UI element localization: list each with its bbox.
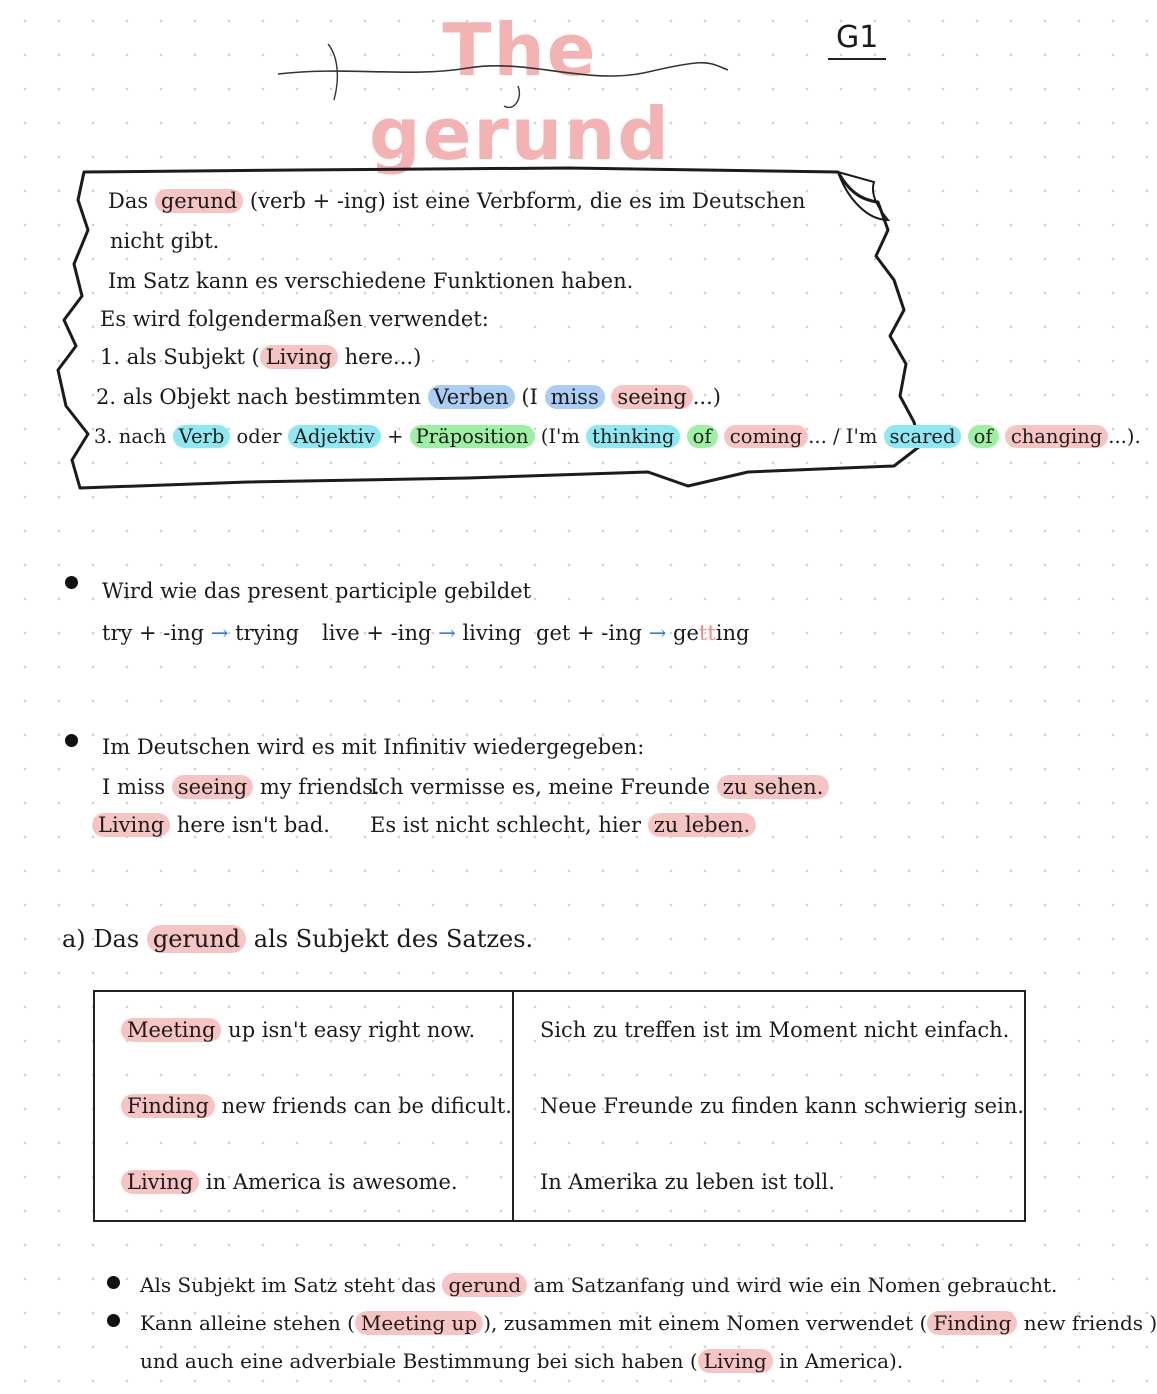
formation-base: try + -ing — [102, 621, 205, 645]
section-a-heading — [62, 924, 533, 954]
note-text: in America). — [779, 1349, 904, 1373]
def-text: Das — [108, 189, 149, 213]
formation-example-get — [536, 618, 749, 648]
def-text: 1. als Subjekt ( — [100, 345, 260, 369]
def-text: ...). — [1108, 425, 1141, 448]
example-text: new friends can be dificult. — [221, 1094, 512, 1118]
def-text: + — [387, 425, 404, 448]
formation-result-part: ge — [673, 621, 699, 645]
gerund-highlight: gerund — [155, 189, 243, 213]
formation-result-part: ing — [715, 621, 750, 645]
def-text: 2. als Objekt nach bestimmten — [96, 385, 421, 409]
gerund-highlight: seeing — [172, 775, 253, 799]
example-text: up isn't easy right now. — [228, 1018, 476, 1042]
bullet-icon — [65, 734, 78, 747]
section-text: als Subjekt des Satzes. — [253, 925, 534, 953]
translation-en-2 — [92, 810, 330, 840]
translation-heading: Im Deutschen wird es mit Infinitiv wiedergegeben: — [102, 735, 645, 759]
table-row — [94, 1068, 1025, 1144]
def-item-3 — [94, 422, 1141, 452]
note-text: Kann alleine stehen ( — [140, 1311, 355, 1335]
def-text: (I — [521, 385, 538, 409]
example-text: in America is awesome. — [205, 1170, 458, 1194]
example-text: here isn't bad. — [176, 813, 330, 837]
translation-de-2 — [370, 810, 756, 840]
note-text: am Satzanfang und wird wie ein Nomen gebraucht. — [533, 1273, 1058, 1297]
def-line-2: nicht gibt. — [110, 229, 220, 253]
preposition-highlight: of — [687, 425, 718, 448]
adjective-highlight: Adjektiv — [288, 425, 381, 448]
verb-highlight: thinking — [586, 425, 680, 448]
def-text: 3. nach — [94, 425, 167, 448]
gerund-highlight: Meeting up — [355, 1311, 483, 1335]
preposition-highlight: of — [968, 425, 999, 448]
infinitive-highlight: zu leben. — [648, 813, 756, 837]
verb-highlight: Verben — [428, 385, 515, 409]
page-code: G1 — [828, 20, 886, 60]
formation-result: trying — [235, 621, 300, 645]
adjective-highlight: scared — [884, 425, 962, 448]
example-text: Es ist nicht schlecht, hier — [370, 813, 642, 837]
example-de-cell: Sich zu treffen ist im Moment nicht einfach. — [513, 991, 1025, 1068]
examples-table — [93, 990, 1026, 1222]
example-text: my friends. — [259, 775, 380, 799]
def-text: ...) — [692, 385, 721, 409]
def-text: here...) — [344, 345, 422, 369]
def-text: oder — [236, 425, 282, 448]
def-line-1 — [108, 186, 805, 216]
infinitive-highlight: zu sehen. — [717, 775, 830, 799]
page-title: The gerund — [369, 8, 671, 176]
example-text: I miss — [102, 775, 166, 799]
verb-highlight: Verb — [173, 425, 231, 448]
gerund-highlight: seeing — [611, 385, 692, 409]
note-text: Als Subjekt im Satz steht das — [140, 1273, 437, 1297]
preposition-highlight: Präposition — [410, 425, 535, 448]
verb-highlight: miss — [545, 385, 605, 409]
section-label: a) — [62, 925, 86, 953]
gerund-highlight: Finding — [121, 1094, 215, 1118]
example-en-cell — [94, 1144, 513, 1221]
def-item-2 — [96, 382, 721, 412]
table-row — [94, 991, 1025, 1068]
example-text: Ich vermisse es, meine Freunde — [370, 775, 711, 799]
formation-result: living — [462, 621, 522, 645]
arrow-right-icon: → — [648, 621, 667, 645]
note-text: ), zusammen mit einem Nomen verwendet ( — [483, 1311, 928, 1335]
note-text: und auch eine adverbiale Bestimmung bei sich haben ( — [140, 1349, 698, 1373]
table-row — [94, 1144, 1025, 1221]
formation-heading: Wird wie das present participle gebildet — [102, 579, 532, 603]
note-line-2 — [140, 1308, 1157, 1338]
arrow-right-icon: → — [210, 621, 229, 645]
title-handwriting-overlay — [268, 26, 738, 116]
gerund-highlight: Finding — [927, 1311, 1017, 1335]
section-text: Das — [93, 925, 140, 953]
formation-example-try — [102, 618, 299, 648]
formation-base: live + -ing — [322, 621, 432, 645]
gerund-highlight: coming — [724, 425, 808, 448]
translation-de-1 — [370, 772, 829, 802]
translation-en-1 — [102, 772, 380, 802]
bullet-icon — [107, 1276, 120, 1289]
gerund-highlight: changing — [1005, 425, 1108, 448]
def-line-3: Im Satz kann es verschiedene Funktionen haben. — [108, 269, 634, 293]
example-de-cell: Neue Freunde zu finden kann schwierig sein. — [513, 1068, 1025, 1144]
def-text: (verb + -ing) ist eine Verbform, die es im Deutschen — [249, 189, 806, 213]
def-text: (I'm — [540, 425, 580, 448]
formation-example-live — [322, 618, 521, 648]
note-line-1 — [140, 1270, 1057, 1300]
formation-result — [673, 621, 749, 645]
gerund-highlight: Living — [121, 1170, 199, 1194]
def-line-4: Es wird folgendermaßen verwendet: — [100, 307, 489, 331]
gerund-highlight: Living — [92, 813, 170, 837]
example-en-cell — [94, 991, 513, 1068]
def-item-1 — [100, 342, 421, 372]
gerund-highlight: Living — [260, 345, 338, 369]
note-line-3 — [140, 1346, 903, 1376]
gerund-highlight: gerund — [442, 1273, 527, 1297]
example-en-cell — [94, 1068, 513, 1144]
bullet-icon — [107, 1314, 120, 1327]
formation-base: get + -ing — [536, 621, 643, 645]
note-text: new friends ) — [1023, 1311, 1157, 1335]
gerund-highlight: Living — [698, 1349, 773, 1373]
gerund-highlight: Meeting — [121, 1018, 221, 1042]
example-de-cell: In Amerika zu leben ist toll. — [513, 1144, 1025, 1221]
def-text: ... / I'm — [808, 425, 878, 448]
bullet-icon — [65, 576, 78, 589]
gerund-highlight: gerund — [147, 925, 246, 953]
arrow-right-icon: → — [438, 621, 456, 645]
doubled-consonant: tt — [698, 621, 716, 645]
